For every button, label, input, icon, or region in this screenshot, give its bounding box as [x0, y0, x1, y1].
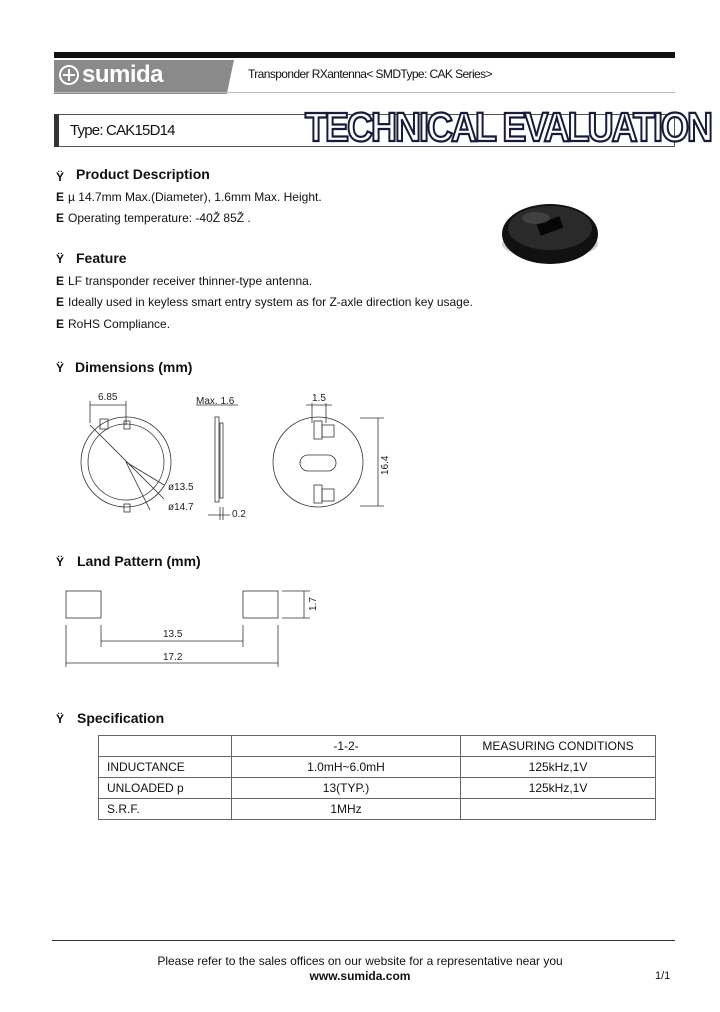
- land-label-17-2: 17.2: [163, 652, 183, 663]
- dimensions-drawing: [60, 385, 400, 530]
- dim-label-max-1-6: Max. 1.6: [196, 396, 235, 407]
- footer-note: Please refer to the sales offices on our website for a representative near you: [157, 954, 563, 968]
- line-marker: E: [56, 317, 65, 331]
- bullet-icon: Ÿ: [56, 252, 65, 266]
- type-label: Type: CAK15D14: [70, 122, 175, 139]
- bullet-icon: Ÿ: [56, 361, 65, 375]
- dim-label-d13-5: ø13.5: [168, 482, 194, 493]
- table-cell: S.R.F.: [99, 799, 232, 820]
- header-cell: MEASURING CONDITIONS: [461, 736, 656, 757]
- product-photo: [498, 188, 604, 270]
- table-header-row: [99, 736, 656, 757]
- line-marker: E: [56, 190, 65, 204]
- dim-label-1-5: 1.5: [312, 393, 326, 404]
- table-cell: 125kHz,1V: [461, 757, 656, 778]
- land-pattern-drawing: [60, 585, 340, 670]
- line-marker: E: [56, 274, 65, 288]
- table-cell: [461, 799, 656, 820]
- sumida-logo-icon: [58, 64, 80, 86]
- table-cell: 13(TYP.): [232, 778, 461, 799]
- land-label-13-5: 13.5: [163, 629, 183, 640]
- dim-label-0-2: 0.2: [232, 509, 246, 520]
- header-cell: [99, 736, 232, 757]
- footer-rule: [52, 940, 675, 941]
- table-row: [99, 799, 656, 820]
- section-title-specification: Specification: [77, 710, 165, 726]
- bullet-icon: Ÿ: [56, 170, 65, 184]
- brand-name: sumida: [82, 61, 164, 88]
- table-row: [99, 757, 656, 778]
- section-title-land-pattern: Land Pattern (mm): [77, 553, 201, 569]
- header-rule: [54, 92, 675, 93]
- bullet-icon: Ÿ: [56, 555, 65, 569]
- header-cell: ‐1‐2‐: [232, 736, 461, 757]
- type-box-accent: [54, 114, 59, 147]
- section-title-feature: Feature: [76, 250, 127, 266]
- feature-line-2: [56, 295, 473, 309]
- header-subtitle: Transponder RXantenna< SMDType: CAK Series>: [248, 67, 492, 81]
- footer-website-link[interactable]: www.sumida.com: [309, 969, 411, 983]
- dim-label-6-85: 6.85: [98, 392, 118, 403]
- line-marker: E: [56, 211, 65, 225]
- bullet-icon: Ÿ: [56, 712, 65, 726]
- feature-line-text: RoHS Compliance.: [68, 317, 171, 331]
- desc-line-text: µ 14.7mm Max.(Diameter), 1.6mm Max. Height.: [68, 190, 322, 204]
- table-cell: 1MHz: [232, 799, 461, 820]
- table-row: [99, 778, 656, 799]
- section-title-product-description: Product Description: [76, 166, 210, 182]
- table-cell: INDUCTANCE: [99, 757, 232, 778]
- table-cell: 125kHz,1V: [461, 778, 656, 799]
- table-cell: UNLOADED р: [99, 778, 232, 799]
- section-title-dimensions: Dimensions (mm): [75, 359, 193, 375]
- page-number: 1/1: [655, 970, 671, 982]
- line-marker: E: [56, 295, 65, 309]
- header-top-bar: [54, 52, 675, 58]
- land-label-1-7: 1.7: [308, 597, 319, 611]
- desc-line-2: [56, 211, 251, 225]
- dim-label-d14-7: ø14.7: [168, 502, 194, 513]
- desc-line-text: Operating temperature: ‐40Ž 85Ž .: [68, 211, 251, 225]
- dim-label-16-4: 16.4: [380, 455, 391, 475]
- desc-line-1: [56, 190, 322, 204]
- table-cell: 1.0mH~6.0mH: [232, 757, 461, 778]
- specification-table: [98, 735, 656, 820]
- feature-line-3: [56, 317, 170, 331]
- feature-line-text: Ideally used in keyless smart entry system as for Z-axle direction key usage.: [68, 295, 473, 309]
- technical-evaluation-stamp: TECHNICAL EVALUATION: [305, 104, 711, 150]
- feature-line-1: [56, 274, 312, 288]
- feature-line-text: LF transponder receiver thinner-type antenna.: [68, 274, 313, 288]
